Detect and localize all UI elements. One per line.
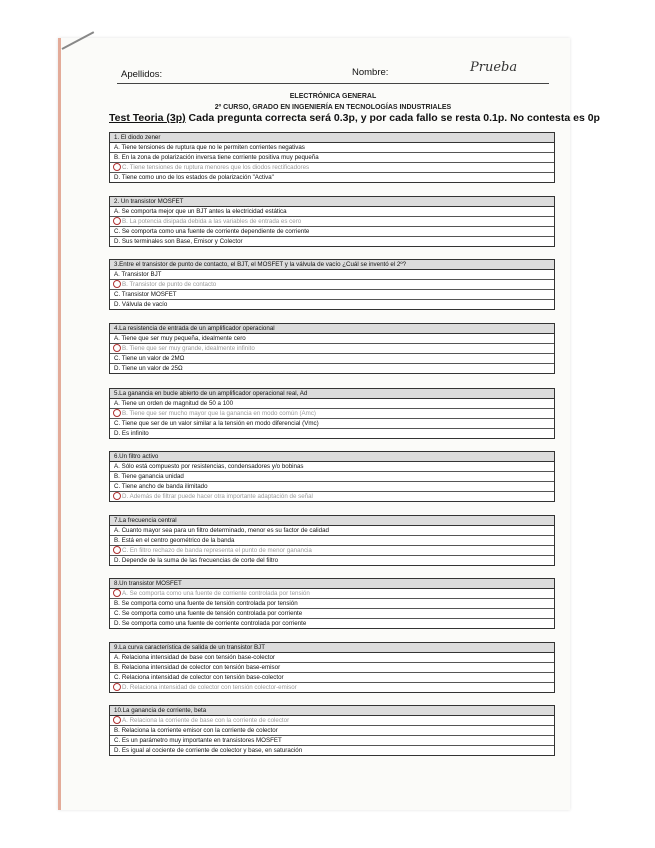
option-a: A. Se comporta como una fuente de corriente controlada por tensión <box>122 590 310 597</box>
test-rules: Cada pregunta correcta será 0.3p, y por cada fallo se resta 0.1p. No contesta es 0p <box>185 112 600 124</box>
question-title: 2. Un transistor MOSFET <box>110 197 554 207</box>
option-a: A. Tiene un orden de magnitud de 50 a 100 <box>110 399 554 409</box>
question-8 <box>109 578 555 629</box>
option-b-selected <box>110 217 554 227</box>
option-c: C. Tiene ancho de banda ilimitado <box>110 482 554 492</box>
option-d: D. Es igual al cociente de corriente de colector y base, en saturación <box>114 747 303 754</box>
answer-circle <box>113 683 121 691</box>
option-d: D. Tiene como uno de los estados de polarización "Activa" <box>114 174 274 181</box>
question-title: 5.La ganancia en bucle abierto de un amplificador operacional real, Ad <box>110 389 554 399</box>
question-3 <box>109 259 555 310</box>
question-1 <box>109 132 555 183</box>
option-a-selected <box>110 716 554 726</box>
option-d: D. Relaciona intensidad de colector con tensión colector-emisor <box>122 684 297 691</box>
answer-circle <box>113 716 121 724</box>
option-c: C. Transistor MOSFET <box>110 290 554 300</box>
option-b: B. Está en el centro geométrico de la banda <box>110 536 554 546</box>
option-c: C. Se comporta como una fuente de tensión controlada por corriente <box>110 609 554 619</box>
option-d: D. Sus terminales son Base, Emisor y Colector <box>114 238 243 245</box>
test-heading <box>109 112 600 124</box>
option-a: A. Cuanto mayor sea para un filtro determinado, menor es su factor de calidad <box>110 526 554 536</box>
option-b: B. Relaciona la corriente emisor con la corriente de colector <box>110 726 554 736</box>
option-d: D. Se comporta como una fuente de corriente controlada por corriente <box>114 620 307 627</box>
question-title: 3.Entre el transistor de punto de contacto, el BJT, el MOSFET y la válvula de vacío ¿Cuál se inventó el 2º? <box>110 260 554 270</box>
question-7 <box>109 515 555 566</box>
option-a: A. Relaciona la corriente de base con la corriente de colector <box>122 717 290 724</box>
option-c: C. Es un parámetro muy importante en transistores MOSFET <box>110 736 554 746</box>
option-a: A. Sólo está compuesto por resistencias, condensadores y/o bobinas <box>110 462 554 472</box>
option-d-selected <box>110 492 554 501</box>
name-label: Nombre: <box>352 67 389 78</box>
option-a: A. Se comporta mejor que un BJT antes la electricidad estática <box>110 207 554 217</box>
option-c: C. En filtro rechazo de banda representa el punto de menor ganancia <box>122 547 312 554</box>
question-2 <box>109 196 555 247</box>
option-d: D. Tiene un valor de 25Ω <box>114 365 183 372</box>
question-9 <box>109 642 555 693</box>
question-title: 1. El diodo zener <box>110 133 554 143</box>
question-6 <box>109 451 555 502</box>
option-a: A. Transistor BJT <box>110 270 554 280</box>
option-a: A. Tiene tensiones de ruptura que no le permiten corrientes negativas <box>110 143 554 153</box>
test-label: Test Teoria (3p) <box>109 112 186 124</box>
surname-label: Apellidos: <box>121 69 163 80</box>
option-b-selected <box>110 280 554 290</box>
option-c-selected <box>110 546 554 556</box>
course-title: 2º CURSO, GRADO EN INGENIERÍA EN TECNOLOGÍAS INDUSTRIALES <box>214 104 452 111</box>
option-c: C. Se comporta como una fuente de corriente dependiente de corriente <box>110 227 554 237</box>
option-b-selected <box>110 409 554 419</box>
option-a-selected <box>110 589 554 599</box>
answer-circle <box>113 589 121 597</box>
answer-circle <box>113 546 121 554</box>
option-b: B. Transistor de punto de contacto <box>122 281 217 288</box>
question-title: 6.Un filtro activo <box>110 452 554 462</box>
question-title: 9.La curva característica de salida de un transistor BJT <box>110 643 554 653</box>
answer-circle <box>113 492 121 500</box>
option-b: B. Relaciona intensidad de colector con tensión base-emisor <box>110 663 554 673</box>
option-a: A. Relaciona intensidad de base con tensión base-colector <box>110 653 554 663</box>
answer-circle <box>113 409 121 417</box>
option-d-selected <box>110 683 554 692</box>
option-c: C. Relaciona intensidad de colector con tensión base-colector <box>110 673 554 683</box>
option-b: B. En la zona de polarización inversa tiene corriente positiva muy pequeña <box>110 153 554 163</box>
option-b: B. Tiene ganancia unidad <box>110 472 554 482</box>
paper-edge <box>58 38 61 810</box>
question-title: 8.Un transistor MOSFET <box>110 579 554 589</box>
option-b: B. La potencia disipada debida a las variables de entrada es cero <box>122 218 302 225</box>
answer-circle <box>113 344 121 352</box>
option-d: D. Válvula de vacío <box>114 301 168 308</box>
option-b-selected <box>110 344 554 354</box>
answer-circle <box>113 217 121 225</box>
question-10 <box>109 705 555 756</box>
option-a: A. Tiene que ser muy pequeña, idealmente cero <box>110 334 554 344</box>
answer-circle <box>113 163 121 171</box>
option-c-selected <box>110 163 554 173</box>
option-d: D. Depende de la suma de las frecuencias de corte del filtro <box>114 557 279 564</box>
question-title: 10.La ganancia de corriente, beta <box>110 706 554 716</box>
handwritten-note: Prueba <box>470 60 518 75</box>
student-fields <box>117 67 549 84</box>
option-c: C. Tiene tensiones de ruptura menores que los diodos rectificadores <box>122 164 310 171</box>
option-c: C. Tiene que ser de un valor similar a la tensión en modo diferencial (Vmc) <box>110 419 554 429</box>
option-b: B. Tiene que ser muy grande, idealmente infinito <box>122 345 255 352</box>
question-title: 7.La frecuencia central <box>110 516 554 526</box>
question-4 <box>109 323 555 374</box>
subject-title: ELECTRÓNICA GENERAL <box>289 93 377 100</box>
question-title: 4.La resistencia de entrada de un amplificador operacional <box>110 324 554 334</box>
answer-circle <box>113 280 121 288</box>
option-d: D. Además de filtrar puede hacer otra importante adaptación de señal <box>122 493 313 500</box>
option-b: B. Tiene que ser mucho mayor que la ganancia en modo común (Amc) <box>122 410 316 417</box>
option-c: C. Tiene un valor de 2MΩ <box>110 354 554 364</box>
option-b: B. Se comporta como una fuente de tensión controlada por tensión <box>110 599 554 609</box>
option-d: D. Es infinito <box>114 430 149 437</box>
question-5 <box>109 388 555 439</box>
